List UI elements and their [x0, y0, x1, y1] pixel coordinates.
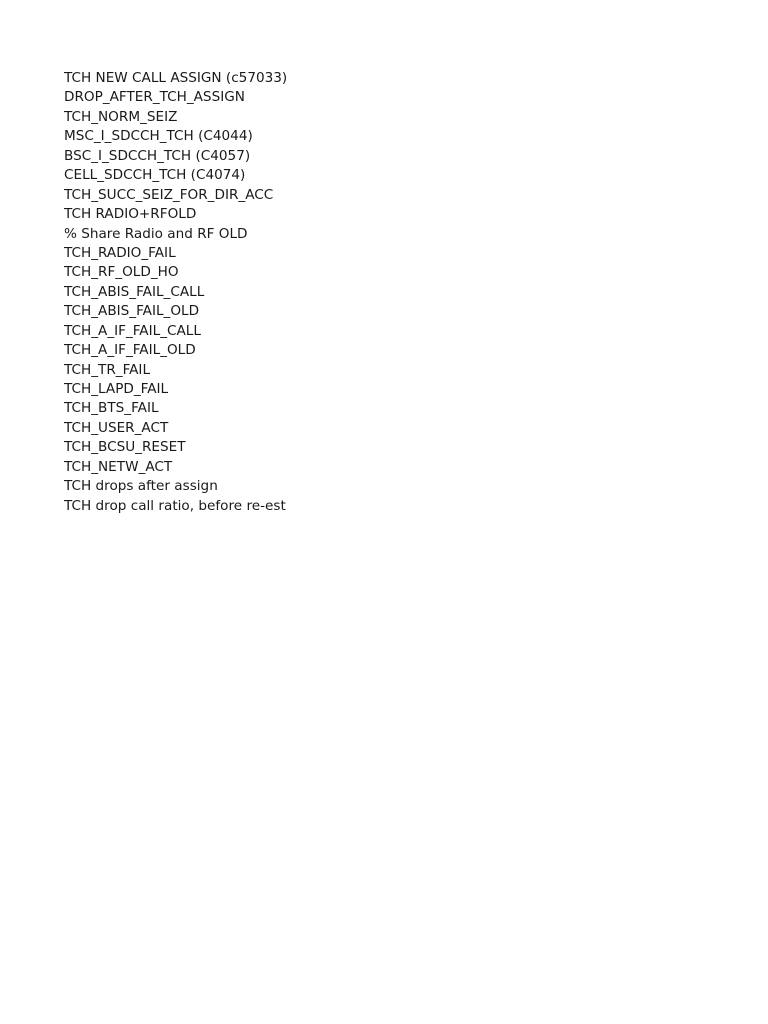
- list-item: CELL_SDCCH_TCH (C4074): [64, 167, 246, 184]
- list-item: TCH_USER_ACT: [64, 419, 169, 436]
- list-item: % Share Radio and RF OLD: [64, 225, 248, 242]
- list-item: TCH NEW CALL ASSIGN (c57033): [64, 70, 288, 86]
- list-item: TCH_NORM_SEIZ: [64, 108, 178, 125]
- list-item: MSC_I_SDCCH_TCH (C4044): [64, 128, 253, 145]
- list-item: DROP_AFTER_TCH_ASSIGN: [64, 89, 245, 106]
- list-item: TCH_BCSU_RESET: [64, 439, 186, 456]
- list-item: BSC_I_SDCCH_TCH (C4057): [64, 147, 251, 164]
- list-item: TCH_ABIS_FAIL_OLD: [64, 303, 200, 320]
- list-item: TCH_ABIS_FAIL_CALL: [64, 283, 205, 300]
- list-item: TCH_BTS_FAIL: [64, 400, 159, 417]
- list-item: TCH_A_IF_FAIL_CALL: [64, 322, 201, 339]
- list-item: TCH_LAPD_FAIL: [64, 381, 169, 397]
- list-item: TCH drop call ratio, before re-est: [64, 497, 286, 514]
- list-item: TCH drops after assign: [64, 478, 218, 495]
- list-item: TCH_SUCC_SEIZ_FOR_DIR_ACC: [64, 186, 274, 203]
- list-item: TCH_A_IF_FAIL_OLD: [64, 342, 196, 359]
- list-item: TCH_RF_OLD_HO: [64, 264, 179, 281]
- list-item: TCH RADIO+RFOLD: [64, 206, 197, 223]
- list-item: TCH_TR_FAIL: [64, 361, 151, 378]
- list-item: TCH_NETW_ACT: [64, 458, 173, 475]
- list-item: TCH_RADIO_FAIL: [64, 244, 176, 261]
- counter-list: [64, 69, 287, 516]
